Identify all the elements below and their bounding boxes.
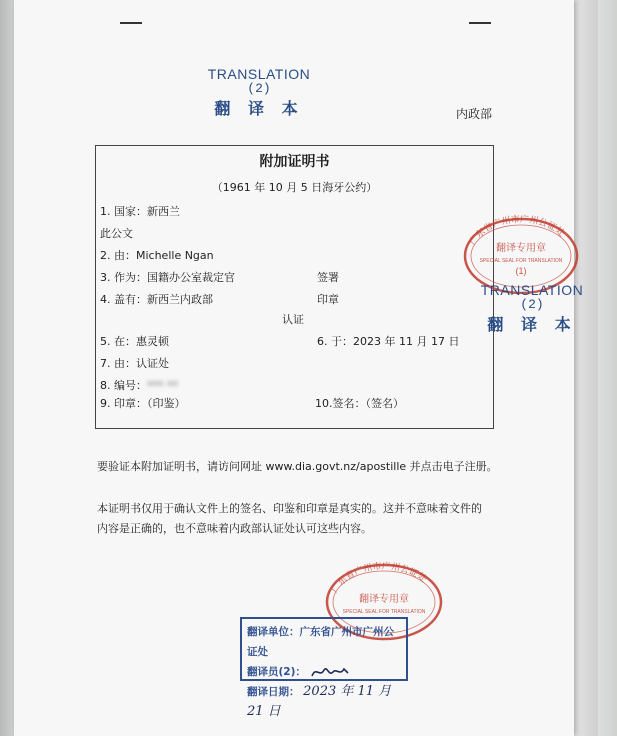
- seal-ring-path: 广东省广州市广州公证处: [468, 214, 567, 248]
- disclaimer-line-2: 内容是正确的，也不意味着内政部认证处认可这些内容。: [97, 522, 372, 535]
- translation-date-value: 2023 年 11 月 21 日: [247, 684, 392, 719]
- translation-date-label: 翻译日期：: [247, 686, 300, 698]
- field-authority: 7. 由：认证处: [100, 357, 169, 370]
- translation-header-stamp: [200, 66, 318, 119]
- translation-unit: 翻译单位：广东省广州市广州公证处: [247, 626, 394, 658]
- side-translation-cn: 翻 译 本: [487, 315, 577, 334]
- bottom-seal-ring-path: 广东省广州市广州公证处: [330, 561, 428, 596]
- top-mark: [469, 22, 491, 24]
- seal-inner-en: SPECIAL SEAL FOR TRANSLATION: [479, 258, 563, 264]
- field-place: 5. 在：惠灵顿: [100, 335, 169, 348]
- certificate-subtitle: （1961 年 10 月 5 日海牙公约）: [211, 181, 378, 194]
- certificate-title: 附加证明书: [259, 154, 330, 170]
- field-stamp: 9. 印章：（印鉴）: [100, 397, 186, 410]
- side-translation-number: (2): [520, 297, 544, 312]
- seal-inner-text: 翻译专用章: [496, 243, 546, 254]
- field-number-value: *** **: [147, 379, 178, 392]
- translation-number: (2): [247, 81, 271, 96]
- bottom-seal-inner-en: SPECIAL SEAL FOR TRANSLATION: [342, 609, 426, 615]
- field-country: 1. 国家：新西兰: [100, 205, 180, 218]
- top-mark: [120, 22, 142, 24]
- ministry-label: 内政部: [456, 107, 493, 121]
- translator-row: [247, 662, 401, 682]
- bottom-seal-ring-text: [328, 560, 429, 595]
- field-date: 6. 于：2023 年 11 月 17 日: [317, 335, 460, 348]
- field-number-label: 8. 编号：: [100, 379, 147, 392]
- translation-cn: 翻 译 本: [214, 99, 304, 118]
- field-capacity: 3. 作为：国籍办公室裁定官: [100, 271, 235, 284]
- field-signed: 签署: [317, 271, 339, 284]
- field-number: [100, 377, 178, 393]
- seal-inner-num: (1): [515, 266, 527, 276]
- bottom-seal-inner-text: 翻译专用章: [359, 594, 409, 605]
- field-this-document: 此公文: [100, 227, 133, 240]
- field-signature: 10.签名：（签名）: [315, 397, 404, 410]
- translator-signature-icon: [310, 664, 350, 680]
- translation-label: TRANSLATION: [207, 66, 311, 82]
- field-seal-label: 印章: [317, 293, 339, 306]
- verify-note: 要验证本附加证明书，请访问网址 www.dia.govt.nz/apostille 并点击电子注册。: [97, 460, 498, 473]
- apostille-box: [95, 145, 494, 429]
- field-signed-by: 2. 由：Michelle Ngan: [100, 249, 214, 262]
- certified-heading: 认证: [282, 313, 304, 326]
- translator-label: 翻译员(2)：: [247, 666, 306, 678]
- disclaimer-line-1: 本证明书仅用于确认文件上的签名、印鉴和印章是真实的。这并不意味着文件的: [97, 502, 482, 515]
- translator-info-box: [240, 617, 408, 719]
- side-translation-stamp: [480, 282, 584, 335]
- side-translation-label: TRANSLATION: [480, 282, 584, 298]
- translation-date-row: [247, 682, 401, 722]
- field-seal: 4. 盖有：新西兰内政部: [100, 293, 213, 306]
